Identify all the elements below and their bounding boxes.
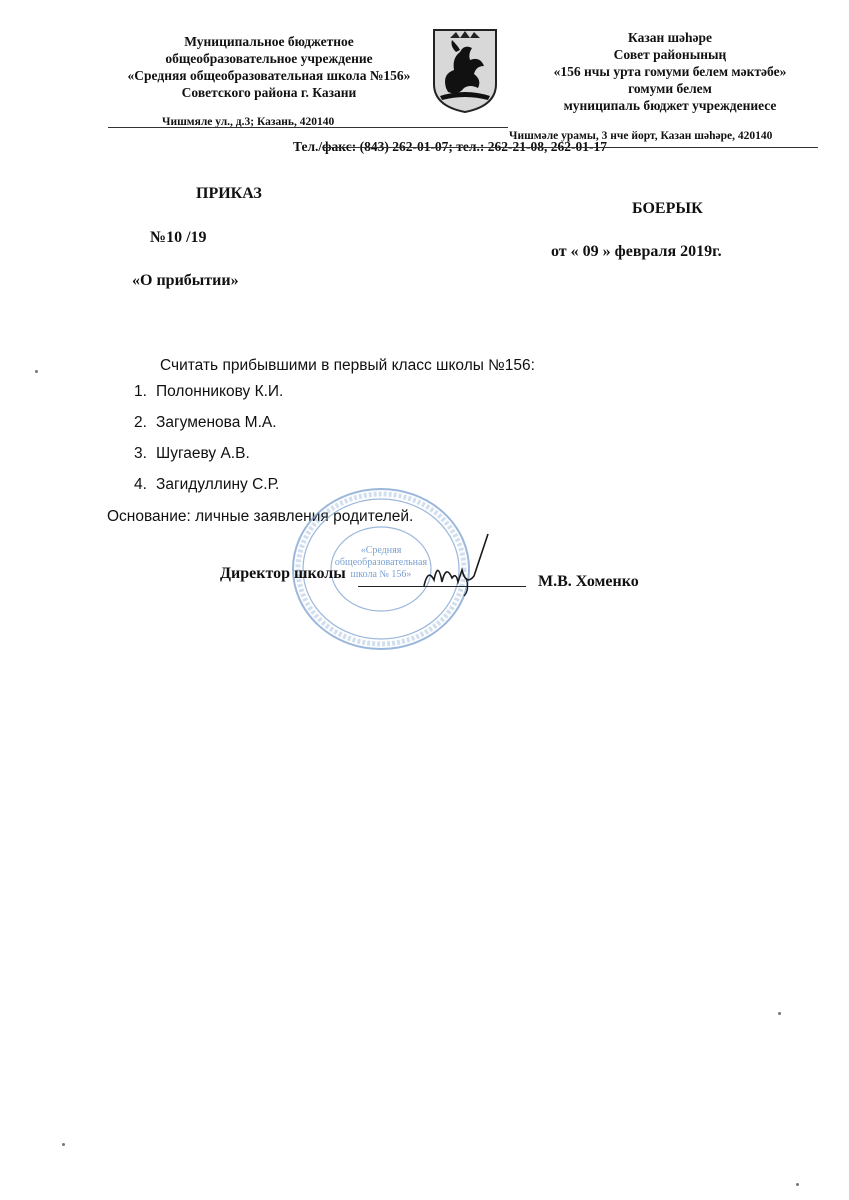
header-left-line: общеобразовательное учреждение	[165, 51, 373, 66]
list-number: 3.	[134, 445, 147, 462]
order-date: от « 09 » февраля 2019г.	[551, 243, 722, 260]
order-title-tt: БОЕРЫК	[632, 200, 703, 217]
kazan-coat-of-arms-icon	[430, 26, 500, 114]
address-left: Чишмяле ул., д.3; Казань, 420140	[162, 116, 335, 128]
scan-speck	[778, 1012, 781, 1015]
order-title-ru: ПРИКАЗ	[196, 185, 262, 202]
list-item	[134, 469, 283, 500]
scan-speck	[62, 1143, 65, 1146]
order-number: №10 /19	[150, 229, 207, 246]
header-right-line: муниципаль бюджет учреждениесе	[563, 98, 777, 113]
order-subject: «О прибытии»	[132, 272, 239, 289]
scan-speck	[796, 1183, 799, 1186]
header-left-line: «Средняя общеобразовательная школа №156»	[127, 68, 411, 83]
list-item	[134, 376, 283, 407]
student-name: Полонникову К.И.	[156, 383, 284, 400]
student-name: Загидуллину С.Р.	[156, 476, 280, 493]
list-number: 1.	[134, 383, 147, 400]
address-right: Чишмәле урамы, 3 нче йорт, Казан шәһәре, 420140	[509, 130, 773, 142]
order-intro: Считать прибывшими в первый класс школы №156:	[160, 357, 535, 374]
header-left-block	[108, 33, 430, 101]
header-right-line: «156 нчы урта гомуми белем мәктәбе»	[553, 64, 787, 79]
list-item	[134, 407, 283, 438]
student-name: Шугаеву А.В.	[156, 445, 250, 462]
stamp-line: «Средняя	[360, 545, 402, 556]
list-item	[134, 438, 283, 469]
header-right-block	[520, 29, 820, 114]
order-basis: Основание: личные заявления родителей.	[107, 508, 414, 525]
director-name: М.В. Хоменко	[538, 573, 639, 590]
handwritten-signature	[418, 530, 498, 600]
header-divider	[108, 127, 508, 128]
signature-label: Директор школы	[220, 565, 346, 582]
header-divider	[322, 147, 818, 148]
phone-line: Тел./факс: (843) 262-01-07; тел.: 262-21-08, 262-01-17	[293, 139, 607, 154]
header-left-line: Муниципальное бюджетное	[184, 34, 354, 49]
stamp-line: общеобразовательная	[334, 557, 428, 568]
scan-speck	[35, 370, 38, 373]
list-number: 2.	[134, 414, 147, 431]
header-left-line: Советского района г. Казани	[181, 85, 357, 100]
student-name: Загуменова М.А.	[156, 414, 277, 431]
header-right-line: Казан шәһәре	[627, 30, 713, 45]
list-number: 4.	[134, 476, 147, 493]
header-right-line: Совет районының	[613, 47, 727, 62]
student-list	[134, 376, 283, 500]
header-right-line: гомуми белем	[628, 81, 712, 96]
stamp-line: школа № 156»	[350, 569, 412, 580]
